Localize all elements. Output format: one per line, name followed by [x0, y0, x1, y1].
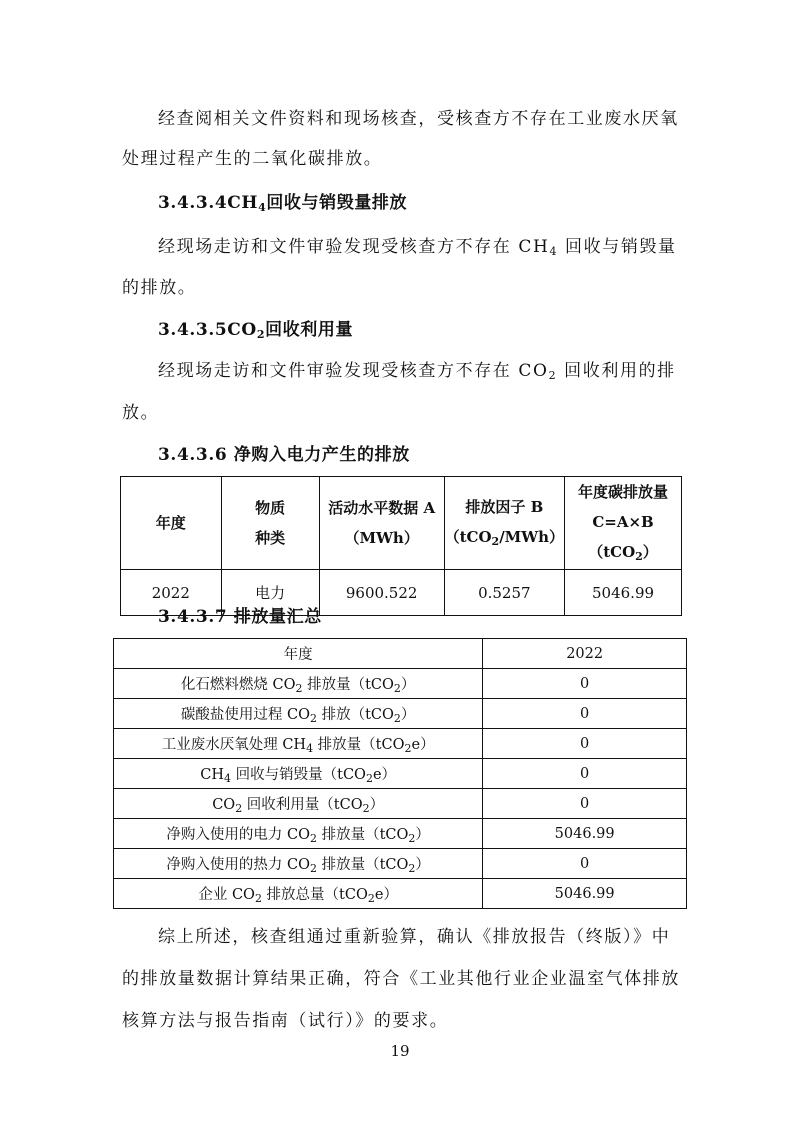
- table-row: [114, 759, 687, 789]
- co2-para-line-2: 放。: [122, 403, 160, 423]
- table-row: [114, 789, 687, 819]
- text-sub: 2: [548, 369, 558, 382]
- header-year: 年度: [121, 477, 222, 570]
- heading-sub: 2: [256, 328, 266, 341]
- row-value: 0: [483, 729, 687, 759]
- cell-year: 2022: [121, 570, 222, 616]
- power-emissions-table: [120, 476, 682, 616]
- heading-title: 回收利用量: [265, 320, 354, 340]
- row-label-part: 净购入使用的电力 CO: [166, 827, 310, 843]
- header-sub: 2: [635, 550, 643, 563]
- header-text: 年度碳排放量: [578, 483, 669, 501]
- row-label-part: e）: [372, 767, 397, 783]
- row-label-sub: 2: [365, 772, 373, 785]
- cell-emissions: 5046.99: [565, 570, 682, 616]
- row-label-sub: 4: [306, 742, 314, 755]
- row-value: 0: [483, 849, 687, 879]
- table-row: [114, 729, 687, 759]
- cell-factor: 0.5257: [444, 570, 564, 616]
- row-value: 5046.99: [483, 879, 687, 909]
- row-label-sub: 2: [309, 832, 317, 845]
- row-label-sub: 2: [393, 682, 401, 695]
- ch4-para-line-1: [158, 232, 800, 262]
- page-number: 19: [390, 1042, 410, 1060]
- row-value: 0: [483, 699, 687, 729]
- text-part: 经现场走访和文件审验发现受核查方不存在 CH: [158, 237, 550, 257]
- row-label-part: 排放量（tCO: [316, 827, 409, 843]
- header-value: 2022: [483, 639, 687, 669]
- co2-para-line-1: [158, 356, 800, 386]
- header-activity-data: [319, 477, 444, 570]
- row-label: [114, 849, 483, 879]
- row-label-part: ）: [415, 827, 430, 843]
- heading-sub: 4: [258, 201, 267, 214]
- row-label-sub: 4: [224, 772, 232, 785]
- header-emission-factor: [444, 477, 564, 570]
- row-label-part: ）: [400, 677, 416, 693]
- row-value: 5046.99: [483, 819, 687, 849]
- text-part: 回收利用的排: [557, 361, 676, 381]
- header-material-type: [221, 477, 319, 570]
- table-row: [114, 879, 687, 909]
- heading-co2-recovery: [158, 315, 800, 345]
- header-text: ）: [642, 543, 658, 561]
- row-label-part: 排放量（tCO: [316, 857, 409, 873]
- heading-power-emissions: 3.4.3.6 净购入电力产生的排放: [158, 445, 410, 465]
- intro-line-1: 经查阅相关文件资料和现场核查，受核查方不存在工业废水厌氧: [158, 109, 679, 129]
- heading-emissions-summary: 3.4.3.7 排放量汇总: [158, 607, 322, 627]
- heading-title: 回收与销毁量排放: [266, 193, 408, 213]
- row-label-sub: 2: [235, 802, 243, 815]
- cell-type: 电力: [221, 570, 319, 616]
- row-label-part: ）: [415, 857, 430, 873]
- row-value: 0: [483, 789, 687, 819]
- conclusion-line-1: 综上所述，核查组通过重新验算，确认《排放报告（终版）》中: [158, 927, 671, 947]
- ch4-para-line-2: 的排放。: [122, 278, 197, 298]
- row-label: [114, 699, 483, 729]
- header-label: 年度: [114, 639, 483, 669]
- table-row: [114, 819, 687, 849]
- row-value: 0: [483, 669, 687, 699]
- heading-num: 3.4.3.4CH: [158, 193, 259, 213]
- header-sub: 2: [491, 535, 500, 548]
- header-text: 物质: [255, 499, 286, 517]
- row-label-part: 排放（tCO: [316, 707, 394, 723]
- row-label-part: 回收利用量（tCO: [242, 797, 363, 813]
- header-text: 排放因子 B: [465, 498, 544, 516]
- row-label: [114, 819, 483, 849]
- table-row: [114, 669, 687, 699]
- row-label-part: 排放总量（tCO: [261, 887, 368, 903]
- row-label: [114, 729, 483, 759]
- text-part: 回收与销毁量: [558, 237, 677, 257]
- header-text: 活动水平数据 A: [328, 499, 436, 517]
- row-label-part: 企业 CO: [198, 887, 255, 903]
- row-label-part: ）: [400, 707, 416, 723]
- row-label-part: 碳酸盐使用过程 CO: [180, 707, 310, 723]
- table-row: [114, 699, 687, 729]
- row-label-part: CH: [200, 767, 225, 783]
- intro-line-2: 处理过程产生的二氧化碳排放。: [122, 149, 383, 169]
- row-label-sub: 2: [393, 712, 401, 725]
- header-text: （MWh）: [344, 529, 419, 547]
- row-label-part: e）: [411, 737, 435, 753]
- row-label-sub: 2: [309, 712, 317, 725]
- row-label-part: 净购入使用的热力 CO: [166, 857, 310, 873]
- row-label-part: 化石燃料燃烧 CO: [180, 677, 296, 693]
- row-label-sub: 2: [309, 862, 317, 875]
- row-label-sub: 2: [254, 892, 262, 905]
- row-label-part: 排放量（tCO: [302, 677, 394, 693]
- row-label: [114, 879, 483, 909]
- row-label-sub: 2: [408, 832, 416, 845]
- row-label-part: 回收与销毁量（tCO: [231, 767, 366, 783]
- conclusion-line-2: 的排放量数据计算结果正确，符合《工业其他行业企业温室气体排放: [122, 969, 680, 989]
- row-label-sub: 2: [408, 862, 416, 875]
- emissions-summary-table: [113, 638, 687, 909]
- table-header-row: [114, 639, 687, 669]
- heading-ch4-recovery: [158, 188, 800, 218]
- heading-num: 3.4.3.5CO: [158, 320, 257, 340]
- text-part: 经现场走访和文件审验发现受核查方不存在 CO: [158, 361, 549, 381]
- row-label-part: 排放量（tCO: [313, 737, 405, 753]
- row-label-part: CO: [212, 797, 236, 813]
- row-label-part: 工业废水厌氧处理 CH: [161, 737, 307, 753]
- header-text: /MWh）: [499, 528, 565, 546]
- row-label-part: e）: [374, 887, 398, 903]
- row-label: [114, 759, 483, 789]
- header-annual-emissions: [565, 477, 682, 570]
- row-label-sub: 2: [404, 742, 412, 755]
- row-label: [114, 669, 483, 699]
- header-text: 种类: [255, 529, 286, 547]
- row-label-sub: 2: [362, 802, 370, 815]
- header-text: C=A×B（tCO: [588, 513, 654, 561]
- table-header-row: [121, 477, 682, 570]
- row-label-sub: 2: [295, 682, 303, 695]
- cell-activity: 9600.522: [319, 570, 444, 616]
- row-label: [114, 789, 483, 819]
- table-row: [114, 849, 687, 879]
- row-label-sub: 2: [367, 892, 375, 905]
- header-text: （tCO: [444, 528, 492, 546]
- text-sub: 4: [549, 245, 559, 258]
- row-value: 0: [483, 759, 687, 789]
- row-label-part: ）: [369, 797, 385, 813]
- conclusion-line-3: 核算方法与报告指南（试行）》的要求。: [122, 1011, 449, 1031]
